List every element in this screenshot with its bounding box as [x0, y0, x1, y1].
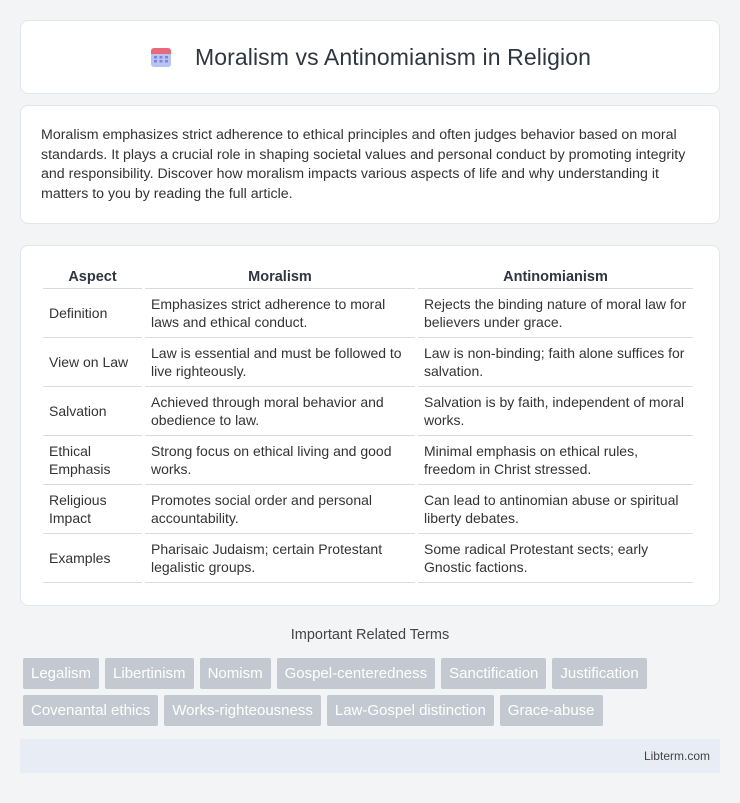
header-aspect: Aspect — [43, 266, 142, 289]
tag-libertinism[interactable]: Libertinism — [105, 658, 194, 689]
cell-antinomianism: Can lead to antinomian abuse or spiritual liberty debates. — [418, 485, 693, 534]
tag-justification[interactable]: Justification — [552, 658, 646, 689]
related-terms-heading: Important Related Terms — [290, 627, 450, 643]
tag-covenantal-ethics[interactable]: Covenantal ethics — [23, 695, 158, 726]
calendar-icon — [149, 45, 173, 69]
page-title: Moralism vs Antinomianism in Religion — [194, 43, 592, 70]
table-row — [43, 436, 693, 485]
tag-grace-abuse[interactable]: Grace-abuse — [500, 695, 603, 726]
title-card — [20, 20, 720, 94]
cell-moralism: Achieved through moral behavior and obedience to law. — [145, 387, 415, 436]
table-header-row — [43, 266, 693, 289]
tag-nomism[interactable]: Nomism — [200, 658, 271, 689]
cell-aspect: Religious Impact — [43, 485, 142, 534]
table-row — [43, 289, 693, 338]
table-row — [43, 485, 693, 534]
cell-moralism: Emphasizes strict adherence to moral laws and ethical conduct. — [145, 289, 415, 338]
tag-row — [23, 658, 723, 689]
footer — [20, 739, 720, 773]
cell-antinomianism: Rejects the binding nature of moral law for believers under grace. — [418, 289, 693, 338]
table-row — [43, 534, 693, 583]
tag-legalism[interactable]: Legalism — [23, 658, 99, 689]
cell-moralism: Strong focus on ethical living and good works. — [145, 436, 415, 485]
intro-card — [20, 105, 720, 224]
cell-aspect: View on Law — [43, 338, 142, 387]
cell-antinomianism: Minimal emphasis on ethical rules, freedom in Christ stressed. — [418, 436, 693, 485]
cell-aspect: Definition — [43, 289, 142, 338]
cell-aspect: Examples — [43, 534, 142, 583]
cell-aspect: Ethical Emphasis — [43, 436, 142, 485]
header-moralism: Moralism — [145, 266, 415, 289]
tag-works-righteousness[interactable]: Works-righteousness — [164, 695, 321, 726]
cell-antinomianism: Salvation is by faith, independent of moral works. — [418, 387, 693, 436]
footer-site[interactable]: Libterm.com — [643, 749, 710, 763]
comparison-table — [40, 266, 696, 583]
cell-aspect: Salvation — [43, 387, 142, 436]
cell-moralism: Law is essential and must be followed to live righteously. — [145, 338, 415, 387]
cell-antinomianism: Some radical Protestant sects; early Gnostic factions. — [418, 534, 693, 583]
tag-row — [23, 695, 723, 726]
related-terms — [23, 658, 723, 732]
header-antinomianism: Antinomianism — [418, 266, 693, 289]
tag-law-gospel-distinction[interactable]: Law-Gospel distinction — [327, 695, 494, 726]
table-row — [43, 387, 693, 436]
tag-sanctification[interactable]: Sanctification — [441, 658, 546, 689]
comparison-card — [20, 245, 720, 606]
tag-gospel-centeredness[interactable]: Gospel-centeredness — [277, 658, 436, 689]
intro-text: Moralism emphasizes strict adherence to ethical principles and often judges behavior based on moral standards. It plays a crucial role in shaping societal values and personal conduct by promoting integrity and responsibility. Discover how moralism impacts various aspects of life and why understanding it matters to you by reading the full article. — [41, 127, 686, 202]
cell-antinomianism: Law is non-binding; faith alone suffices for salvation. — [418, 338, 693, 387]
cell-moralism: Promotes social order and personal accountability. — [145, 485, 415, 534]
cell-moralism: Pharisaic Judaism; certain Protestant legalistic groups. — [145, 534, 415, 583]
table-row — [43, 338, 693, 387]
